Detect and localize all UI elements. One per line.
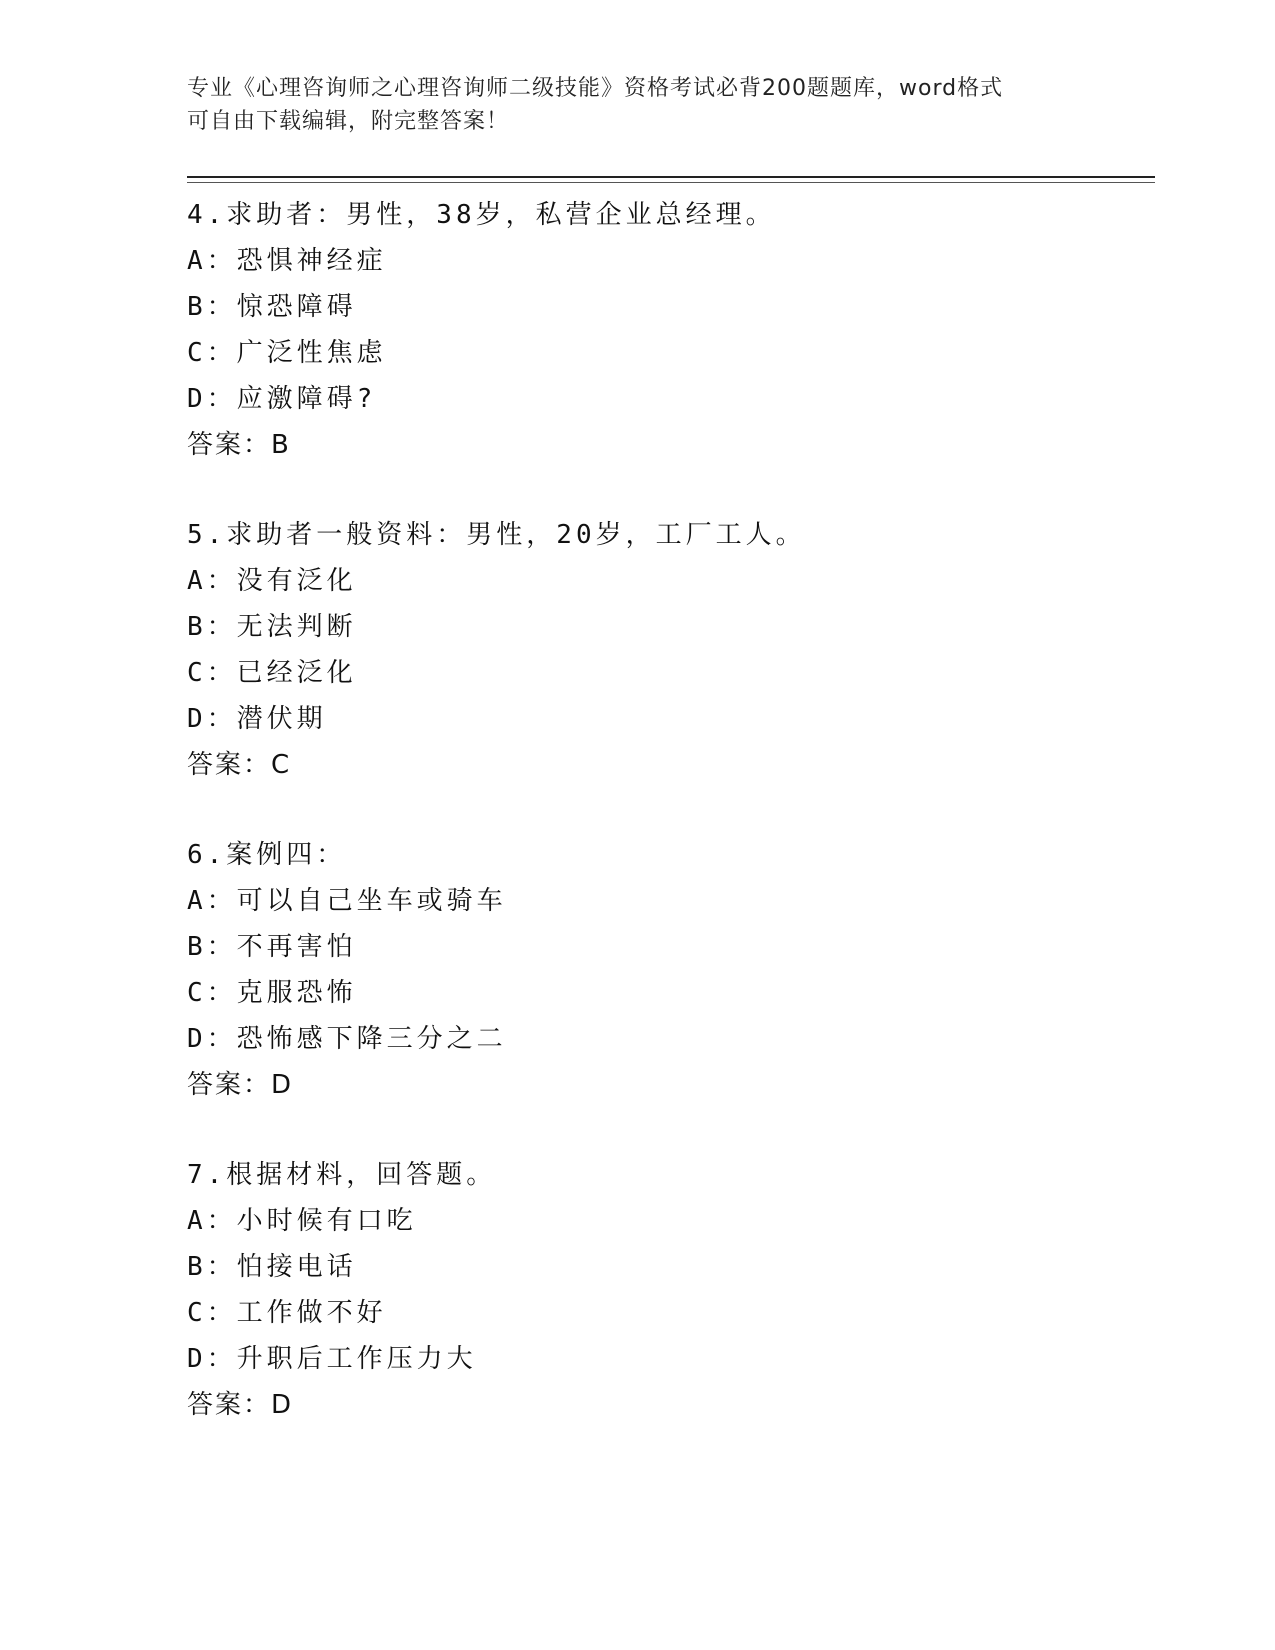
question-6: [187, 832, 1147, 1108]
question-stem: 4.求助者：男性，38岁，私营企业总经理。: [187, 200, 776, 230]
header-line-2: 可自由下载编辑，附完整答案！: [187, 109, 510, 134]
option-a: A：恐惧神经症: [187, 246, 387, 276]
option-b: B：怕接电话: [187, 1252, 357, 1282]
option-c: C：工作做不好: [187, 1298, 387, 1328]
option-d: D：潜伏期: [187, 704, 327, 734]
answer-label: 答案：D: [187, 1390, 294, 1420]
document-header: [187, 72, 1087, 138]
option-d: D：恐怖感下降三分之二: [187, 1024, 507, 1054]
option-c: C：克服恐怖: [187, 978, 357, 1008]
answer-label: 答案：C: [187, 750, 292, 780]
question-list: [187, 192, 1147, 1472]
option-b: B：无法判断: [187, 612, 357, 642]
option-d: D：升职后工作压力大: [187, 1344, 477, 1374]
option-d: D：应激障碍?: [187, 384, 377, 414]
option-a: A：没有泛化: [187, 566, 357, 596]
question-4: [187, 192, 1147, 468]
option-c: C：广泛性焦虑: [187, 338, 387, 368]
header-line-1: 专业《心理咨询师之心理咨询师二级技能》资格考试必背200题题库，word格式: [187, 76, 1004, 101]
question-7: [187, 1152, 1147, 1428]
answer-label: 答案：D: [187, 1070, 294, 1100]
question-stem: 7.根据材料，回答题。: [187, 1160, 497, 1190]
answer-label: 答案：B: [187, 430, 291, 460]
header-divider-thin: [187, 182, 1155, 183]
question-stem: 6.案例四：: [187, 840, 347, 870]
option-c: C：已经泛化: [187, 658, 357, 688]
option-a: A：小时候有口吃: [187, 1206, 417, 1236]
option-b: B：惊恐障碍: [187, 292, 357, 322]
header-divider-thick: [187, 176, 1155, 178]
question-5: [187, 512, 1147, 788]
question-stem: 5.求助者一般资料：男性，20岁，工厂工人。: [187, 520, 806, 550]
option-a: A：可以自己坐车或骑车: [187, 886, 507, 916]
option-b: B：不再害怕: [187, 932, 357, 962]
